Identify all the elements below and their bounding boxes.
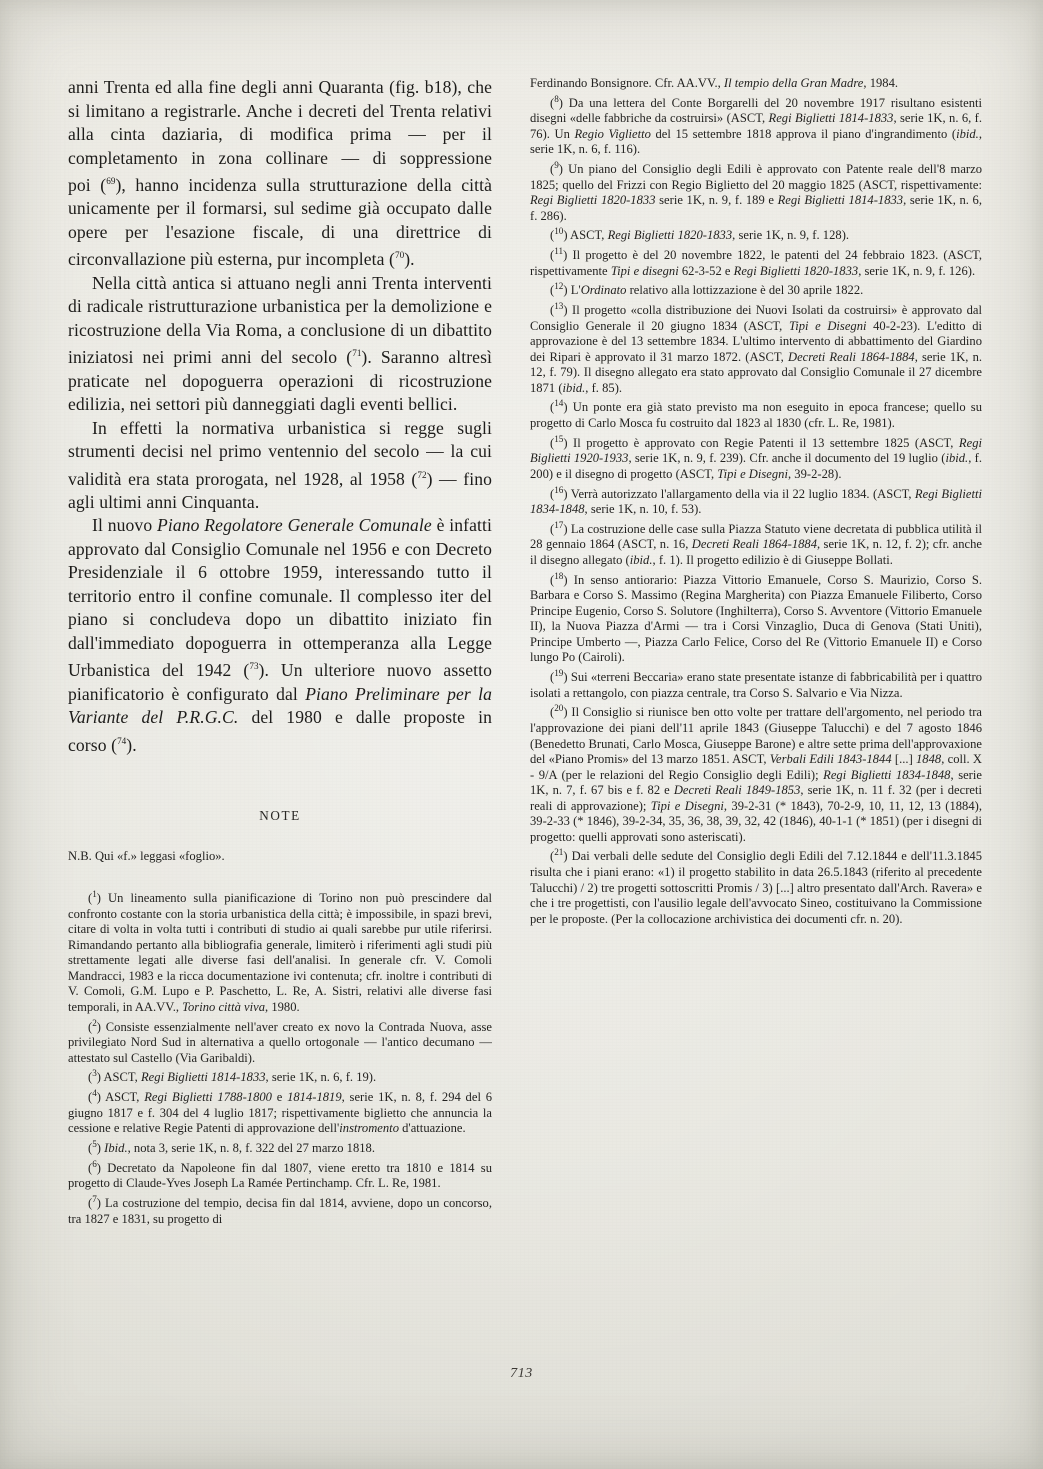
note-item: ($^{13}$) Il progetto «colla distribuzione dei Nuovi Isolati da costruirsi» è approvato dal Consiglio Generale il 20 giugno 1834 (ASCT, Tipi e Disegni 40-2-23). L'editto di approvazione è del 13 settembre 1834. L'ultimo intervento di abbattimento del Giardino dei Ripari è approvato il 31 marzo 1872. (ASCT, Decreti Reali 1864-1884, serie 1K, n. 12, f. 79). Il disegno allegato era stato approvato dal Consiglio Comunale il 27 dicembre 1871 (ibid., f. 85).	[530, 300, 983, 395]
note-item-continuation: Ferdinando Bonsignore. Cfr. AA.VV., Il tempio della Gran Madre, 1984.	[530, 76, 899, 90]
left-notes-list	[68, 887, 492, 1227]
note-item: ($^{16}$) Verrà autorizzato l'allargamento della via il 22 luglio 1834. (ASCT, Regi Biglietti 1834-1848, serie 1K, n. 10, f. 53).	[530, 484, 982, 517]
main-body-text	[68, 76, 492, 757]
note-item: ($^2$) Consiste essenzialmente nell'aver creato ex novo la Contrada Nuova, asse privilegiato Nord Sud in alternativa a quello ortogonale — l'antico decumano — attestato sul Castello (Via Garibaldi).	[68, 1017, 492, 1065]
note-item: ($^4$) ASCT, Regi Biglietti 1788-1800 e 1814-1819, serie 1K, n. 8, f. 294 del 6 giugno 1817 e f. 304 del 4 luglio 1817; rispettivamente biglietto che annuncia la cessione e relative Regie Patenti di approvazione dell'instromento d'attuazione.	[68, 1088, 492, 1136]
note-item: ($^3$) ASCT, Regi Biglietti 1814-1833, serie 1K, n. 6, f. 19).	[88, 1068, 377, 1085]
note-item: ($^{10}$) ASCT, Regi Biglietti 1820-1833, serie 1K, n. 9, f. 128).	[550, 226, 850, 243]
note-item: ($^{17}$) La costruzione delle case sulla Piazza Statuto viene decretata di pubblica utilità il 28 gennaio 1864 (ASCT, n. 16, Decreti Reali 1864-1884, serie 1K, n. 12, f. 2); cfr. anche il disegno allegato (ibid., f. 1). Il progetto edilizio è di Giuseppe Bollati.	[530, 519, 983, 568]
note-item: ($^8$) Da una lettera del Conte Borgarelli del 20 novembre 1917 risultano esistenti disegni «delle fabbriche da costruirsi» (ASCT, Regi Biglietti 1814-1833, serie 1K, n. 6, f. 76). Un Regio Viglietto del 15 settembre 1818 approva il piano d'ingrandimento (ibid., serie 1K, n. 6, f. 116).	[530, 93, 982, 157]
note-item: ($^9$) Un piano del Consiglio degli Edili è approvato con Patente reale dell'8 marzo 1825; quello del Frizzi con Regio Biglietto del 20 maggio 1825 (ASCT, rispettivamente: Regi Biglietti 1820-1833 serie 1K, n. 9, f. 189 e Regi Biglietti 1814-1833, serie 1K, n. 6, f. 286).	[530, 159, 983, 223]
body-paragraph: In effetti la normativa urbanistica si regge sugli strumenti decisi nel primo ventennio del secolo — la cui validità era stata prorogata, nel 1928, al 1958 ($^{72}$) — fino agli ultimi anni Cinquanta.	[68, 417, 493, 512]
note-item: ($^{14}$) Un ponte era già stato previsto ma non eseguito in epoca francese; quello su progetto di Carlo Mosca fu costruito dal 1823 al 1830 (cfr. L. Re, 1981).	[530, 398, 982, 431]
page-number: 713	[510, 1366, 533, 1381]
note-item: ($^{15}$) Il progetto è approvato con Regie Patenti il 13 settembre 1825 (ASCT, Regi Biglietti 1920-1933, serie 1K, n. 9, f. 239). Cfr. anche il documento del 19 luglio (ibid., f. 200) e il disegno di progetto (ASCT, Tipi e Disegni, 39-2-28).	[530, 433, 982, 481]
note-item: ($^{19}$) Sui «terreni Beccaria» erano state presentate istanze di fabbricabilità per i quattro isolati a rettangolo, con piazza centrale, tra Corso S. Salvario e Via Nizza.	[530, 668, 982, 700]
note-item: ($^{21}$) Dai verbali delle sedute del Consiglio degli Edili del 7.12.1844 e dell'11.3.1845 risulta che i piani erano: «1) il progetto stabilito in data 26.5.1843 (riferito al precedente Talucchi) / 2) tre progetti sottoscritti Promis / 3) [...] altro presentato dall'Arch. Ravera» e che i tre progettisti, con l'ausilio legale dell'avvocato Sineo, costituivano la Commissione per le proposte. (Per la collocazione archivistica dei documenti cfr. n. 20).	[530, 847, 982, 926]
body-paragraph: Il nuovo Piano Regolatore Generale Comunale è infatti approvato dal Consiglio Comunale nel 1956 e con Decreto Presidenziale il 6 ottobre 1959, interessando tutto il territorio entro il confine comunale. Il complesso iter del piano si concludeva dopo un dibattito iniziato fin dall'immediato dopoguerra in ottemperanza alla Legge Urbanistica del 1942 ($^{73}$). Un ulteriore nuovo assetto pianificatorio è configurato dal Piano Preliminare per la Variante del P.R.G.C. del 1980 e dalle proposte in corso ($^{74}$).	[68, 515, 492, 755]
note-item: ($^{18}$) In senso antiorario: Piazza Vittorio Emanuele, Corso S. Maurizio, Corso S. Barbara e Corso S. Massimo (Regina Margherita) con Piazza Emanuele Filiberto, Corso Principe Eugenio, Corso S. Solutore (Inghilterra), Corso S. Avventore (Vittorio Emanuele II), la Nuova Piazza d'Armi — tra i Corsi Vinzaglio, Duca di Genova (Stati Uniti), Principe Umberto —, Piazza Carlo Felice, Corso del Re (Vittorio Emanuele II) e Corso lungo Po (Cairoli).	[530, 570, 982, 665]
nb-note: N.B. Qui «f.» leggasi «foglio».	[68, 849, 225, 863]
body-paragraph: anni Trenta ed alla fine degli anni Quaranta (fig. b18), che si limitano a registrarle. Anche i decreti del Trenta relativi alla cinta daziaria, di modifica prima — per il completamento in zona collinare — di soppressione poi ($^{69}$), hanno incidenza sulla strutturazione della città unicamente per il formarsi, sul sedime già occupato dalle opere per l'esazione fiscale, di una direttrice di circonvallazione più esterna, pur incompleta ($^{70}$).	[68, 77, 492, 270]
note-item: ($^{12}$) L'Ordinato relativo alla lottizzazione è del 30 aprile 1822.	[550, 281, 864, 298]
note-item: ($^5$) Ibid., nota 3, serie 1K, n. 8, f. 322 del 27 marzo 1818.	[88, 1138, 375, 1156]
note-item: ($^1$) Un lineamento sulla pianificazione di Torino non può prescindere dal confronto costante con la storia urbanistica della città; è impossibile, in spazi brevi, citare di volta in volta tutti i contributi di studio ai quali sarebbe pur utile riferirsi. Rimandando pertanto alla bibliografia generale, limiterò i riferimenti agli studi più strettamente legati alle diverse fasi dell'analisi. In generale cfr. V. Comoli Mandracci, 1983 e la ricca documentazione ivi contenuta; cfr. inoltre i contributi di V. Comoli, G.M. Lupo e P. Paschetto, L. Re, A. Sistri, relativi alle diverse fasi temporali, in AA.VV., Torino città viva, 1980.	[68, 889, 492, 1014]
right-notes-list	[530, 76, 982, 927]
note-item: ($^6$) Decretato da Napoleone fin dal 1807, viene eretto tra 1810 e 1814 su progetto di Claude-Yves Joseph La Ramée Pertinchamp. Cfr. L. Re, 1981.	[68, 1158, 492, 1191]
body-paragraph: Nella città antica si attuano negli anni Trenta interventi di radicale ristrutturazione urbanistica per la demolizione e ricostruzione della Via Roma, a conclusione di un dibattito iniziatosi nei primi anni del secolo ($^{71}$). Saranno altresì praticate nel dopoguerra operazioni di ricostruzione edilizia, nei settori più danneggiati dagli eventi bellici.	[68, 272, 493, 415]
note-item: ($^{11}$) Il progetto è del 20 novembre 1822, le patenti del 24 febbraio 1823. (ASCT, rispettivamente Tipi e disegni 62-3-52 e Regi Biglietti 1820-1833, serie 1K, n. 9, f. 126).	[530, 245, 982, 278]
notes-section-heading: NOTE	[259, 808, 301, 823]
note-item: ($^{20}$) Il Consiglio si riunisce ben otto volte per trattare dell'argomento, nel periodo tra l'approvazione dei piani dell'11 aprile 1843 (Giuseppe Talucchi) e del 7 agosto 1846 (Benedetto Brunati, Carlo Mosca, Giuseppe Barone) e altre sette prima dell'approvaxione del «Piano Promis» del 13 marzo 1851. ASCT, Verbali Edili 1843-1844 [...] 1848, coll. X - 9/A (per le relazioni del Regio Consiglio degli Edili); Regi Biglietti 1834-1848, serie 1K, n. 7, f. 67 bis e f. 82 e Decreti Reali 1849-1853, serie 1K, n. 11 f. 32 (per i decreti reali di approvazione); Tipi e Disegni, 39-2-31 (* 1843), 70-2-9, 10, 11, 12, 13 (1884), 39-2-33 (* 1846), 39-2-34, 35, 36, 38, 39, 32, 42 (1846), 40-1-1 (* 1851) (per i disegni di progetto: quelli approvati sono asteriscati).	[530, 703, 983, 844]
note-item: ($^7$) La costruzione del tempio, decisa fin dal 1814, avviene, dopo un concorso, tra 1827 e 1831, su progetto di	[68, 1193, 492, 1226]
